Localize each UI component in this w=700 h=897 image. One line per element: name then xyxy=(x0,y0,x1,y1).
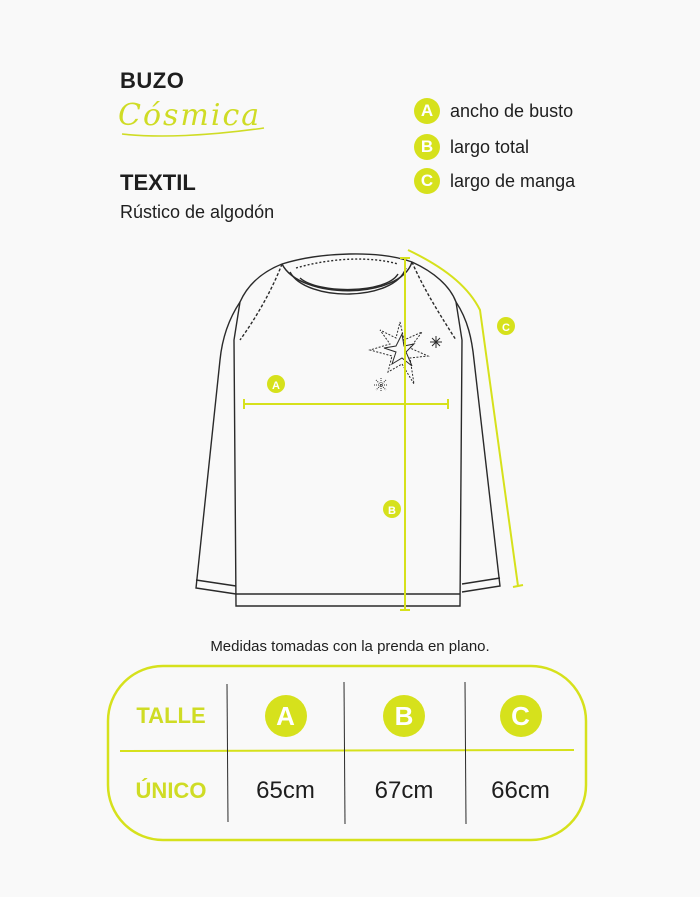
measure-lines xyxy=(244,250,523,610)
diagram-marker-a xyxy=(267,375,285,393)
legend-label-c: largo de manga xyxy=(450,170,576,191)
measure-value-a: 65cm xyxy=(256,777,315,804)
measure-line-c xyxy=(408,250,518,586)
table-cell-a xyxy=(227,749,344,833)
diagram-marker-c xyxy=(497,317,515,335)
column-badge-b: B xyxy=(383,695,425,737)
legend-badge-c: C xyxy=(414,168,440,194)
measure-value-c: 66cm xyxy=(491,777,550,804)
material-text: Rústico de algodón xyxy=(120,202,275,222)
table-cell-b xyxy=(344,749,464,833)
legend-badge-b: B xyxy=(414,134,440,160)
table-header-b xyxy=(344,683,464,749)
sweatshirt-outline xyxy=(196,254,500,606)
size-table xyxy=(115,683,577,833)
legend-label-b: largo total xyxy=(450,136,530,157)
legend-item-b xyxy=(414,134,529,160)
product-name: Cósmica xyxy=(118,98,262,133)
legend-item-a xyxy=(414,98,573,124)
section-label: TEXTIL xyxy=(120,170,196,195)
legend-badge-a: A xyxy=(414,98,440,124)
table-header-size xyxy=(115,683,227,749)
svg-text:C: C xyxy=(502,322,510,334)
garment-diagram xyxy=(180,238,530,618)
column-badge-c: C xyxy=(500,695,542,737)
table-header-a xyxy=(227,683,344,749)
script-underline xyxy=(118,122,268,140)
legend-item-c xyxy=(414,168,575,194)
diagram-marker-b xyxy=(383,500,401,518)
table-row-size xyxy=(115,749,227,833)
column-badge-a: A xyxy=(265,695,307,737)
legend-label-a: ancho de busto xyxy=(450,100,574,121)
table-cell-c xyxy=(464,749,577,833)
size-value: ÚNICO xyxy=(135,778,207,803)
measurement-note: Medidas tomadas con la prenda en plano. xyxy=(210,638,490,655)
measure-value-b: 67cm xyxy=(374,777,434,804)
svg-text:B: B xyxy=(388,505,396,517)
table-header-c xyxy=(464,683,577,749)
svg-text:A: A xyxy=(272,380,280,392)
size-header-label: TALLE xyxy=(136,703,206,728)
product-category: BUZO xyxy=(120,68,185,93)
